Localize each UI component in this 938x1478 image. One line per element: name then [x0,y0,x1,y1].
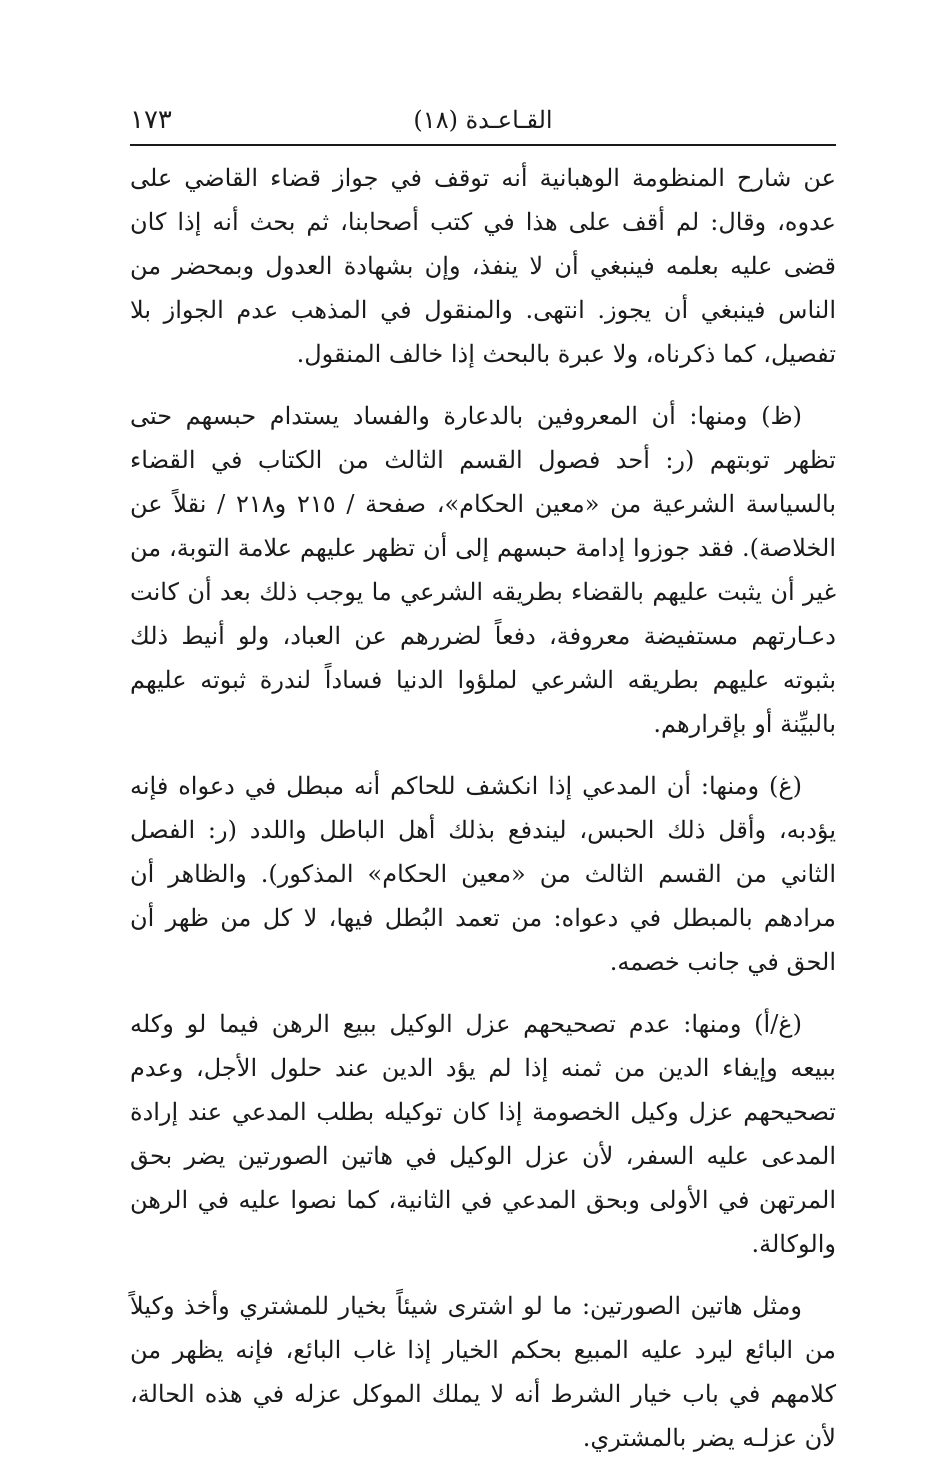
book-page [130,100,836,1478]
running-title: القـاعـدة (١٨) [413,106,553,134]
paragraph-1: عن شارح المنظومة الوهبانية أنه توقف في جواز قضاء القاضي على عدوه، وقال: لم أقف على هذا في كتب أصحابنا، ثم بحث أنه إذا كان قضى عليه بعلمه فينبغي أن لا ينفذ، وإن بشهادة العدول وبمحضر من الناس فينبغي أن يجوز. انتهى. والمنقول في المذهب عدم الجواز بلا تفصيل، كما ذكرناه، ولا عبرة بالبحث إذا خالف المنقول. [130,164,836,368]
running-head [130,100,836,144]
paragraph-5: ومثل هاتين الصورتين: ما لو اشترى شيئاً بخيار للمشتري وأخذ وكيلاً من البائع ليرد عليه المبيع بحكم الخيار إذا غاب البائع، فإنه يظهر من كلامهم في باب خيار الشرط أنه لا يملك الموكل عزله في هذه الحالة، لأن عزلـه يضر بالمشتري. [130,1292,836,1452]
paragraph-2: (ظ) ومنها: أن المعروفين بالدعارة والفساد يستدام حبسهم حتى تظهر توبتهم (ر: أحد فصول القسم الثالث من الكتاب في القضاء بالسياسة الشرعية من «معين الحكام»، صفحة / ٢١٥ و٢١٨ / نقلاً عن الخلاصة). فقد جوزوا إدامة حبسهم إلى أن تظهر عليهم علامة التوبة، من غير أن يثبت عليهم بالقضاء بطريقه الشرعي ما يوجب ذلك بعد أن كانت دعـارتهم مستفيضة معروفة، دفعاً لضررهم عن العباد، ولو أنيط ذلك بثبوته عليهم بطريقه الشرعي لملؤوا الدنيا فساداً لندرة ثبوته عليهم بالبيِّنة أو بإقرارهم. [130,402,836,738]
page-number: ١٧٣ [130,105,172,135]
header-rule [130,144,836,146]
paragraph-4: (غ/أ) ومنها: عدم تصحيحهم عزل الوكيل ببيع الرهن فيما لو وكله ببيعه وإيفاء الدين من ثمنه إذا لم يؤد الدين عند حلول الأجل، وعدم تصحيحهم عزل وكيل الخصومة إذا كان توكيله بطلب المدعي عند إرادة المدعى عليه السفر، لأن عزل الوكيل في هاتين الصورتين يضر بحق المرتهن في الأولى وبحق المدعي في الثانية، كما نصوا عليه في الرهن والوكالة. [130,1010,836,1258]
paragraph-3: (غ) ومنها: أن المدعي إذا انكشف للحاكم أنه مبطل في دعواه فإنه يؤدبه، وأقل ذلك الحبس، ليندفع بذلك أهل الباطل واللدد (ر: الفصل الثاني من القسم الثالث من «معين الحكام» المذكور). والظاهر أن مرادهم بالمبطل في دعواه: من تعمد البُطل فيها، لا كل من ظهر أن الحق في جانب خصمه. [130,772,836,976]
